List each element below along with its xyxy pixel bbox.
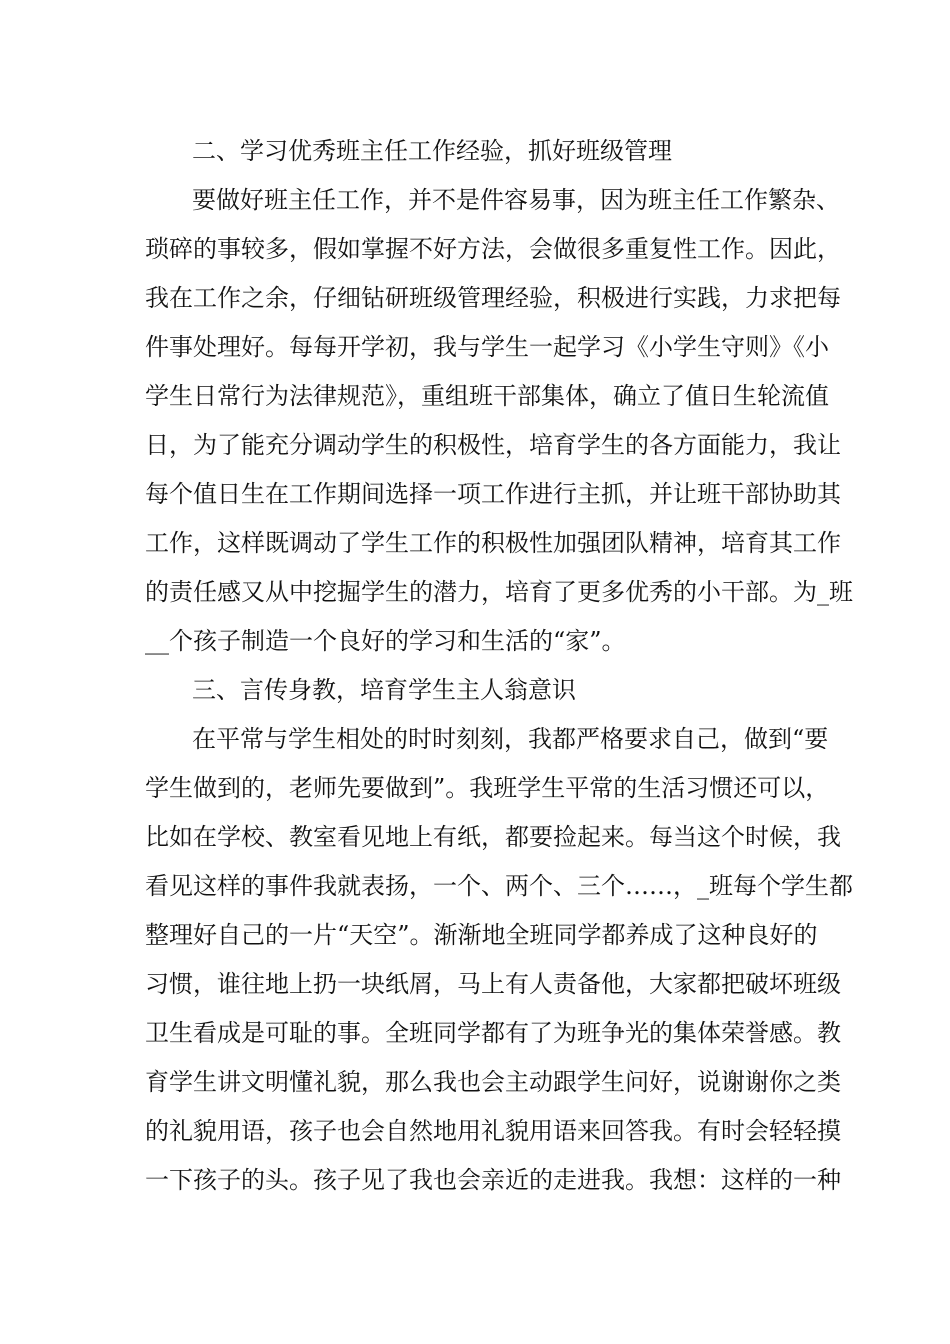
section-heading-3: 三、言传身教，培育学生主人翁意识 [192,676,576,704]
paragraph-line: 工作，这样既调动了学生工作的积极性加强团队精神，培育其工作 [145,529,841,557]
paragraph-line: 的礼貌用语，孩子也会自然地用礼貌用语来回答我。有时会轻轻摸 [145,1117,841,1145]
paragraph-line: 日，为了能充分调动学生的积极性，培育学生的各方面能力，我让 [145,431,841,459]
paragraph-line: 每个值日生在工作期间选择一项工作进行主抓，并让班干部协助其 [145,480,841,508]
paragraph-line: 要做好班主任工作，并不是件容易事，因为班主任工作繁杂、 [192,186,840,214]
paragraph-line: __个孩子制造一个良好的学习和生活的“家”。 [145,627,626,655]
paragraph-line: 琐碎的事较多，假如掌握不好方法，会做很多重复性工作。因此， [145,235,841,263]
paragraph-line: 一下孩子的头。孩子见了我也会亲近的走进我。我想：这样的一种 [145,1166,841,1194]
paragraph-line: 看见这样的事件我就表扬，一个、两个、三个……，_班每个学生都 [145,872,853,900]
paragraph-line: 卫生看成是可耻的事。全班同学都有了为班争光的集体荣誉感。教 [145,1019,841,1047]
paragraph-line: 育学生讲文明懂礼貌，那么我也会主动跟学生问好，说谢谢你之类 [145,1068,841,1096]
paragraph-line: 的责任感又从中挖掘学生的潜力，培育了更多优秀的小干部。为_班 [145,578,853,606]
paragraph-line: 整理好自己的一片“天空”。渐渐地全班同学都养成了这种良好的 [145,921,818,949]
section-heading-2: 二、学习优秀班主任工作经验，抓好班级管理 [192,137,672,165]
paragraph-line: 学生日常行为法律规范》，重组班干部集体，确立了值日生轮流值 [145,382,829,410]
paragraph-line: 在平常与学生相处的时时刻刻，我都严格要求自己，做到“要 [192,725,829,753]
paragraph-line: 我在工作之余，仔细钻研班级管理经验，积极进行实践，力求把每 [145,284,841,312]
paragraph-line: 学生做到的，老师先要做到”。我班学生平常的生活习惯还可以， [145,774,830,802]
paragraph-line: 件事处理好。每每开学初，我与学生一起学习《小学生守则》《小 [145,333,829,361]
paragraph-line: 比如在学校、教室看见地上有纸，都要捡起来。每当这个时候，我 [145,823,841,851]
paragraph-line: 习惯，谁往地上扔一块纸屑，马上有人责备他，大家都把破坏班级 [145,970,841,998]
